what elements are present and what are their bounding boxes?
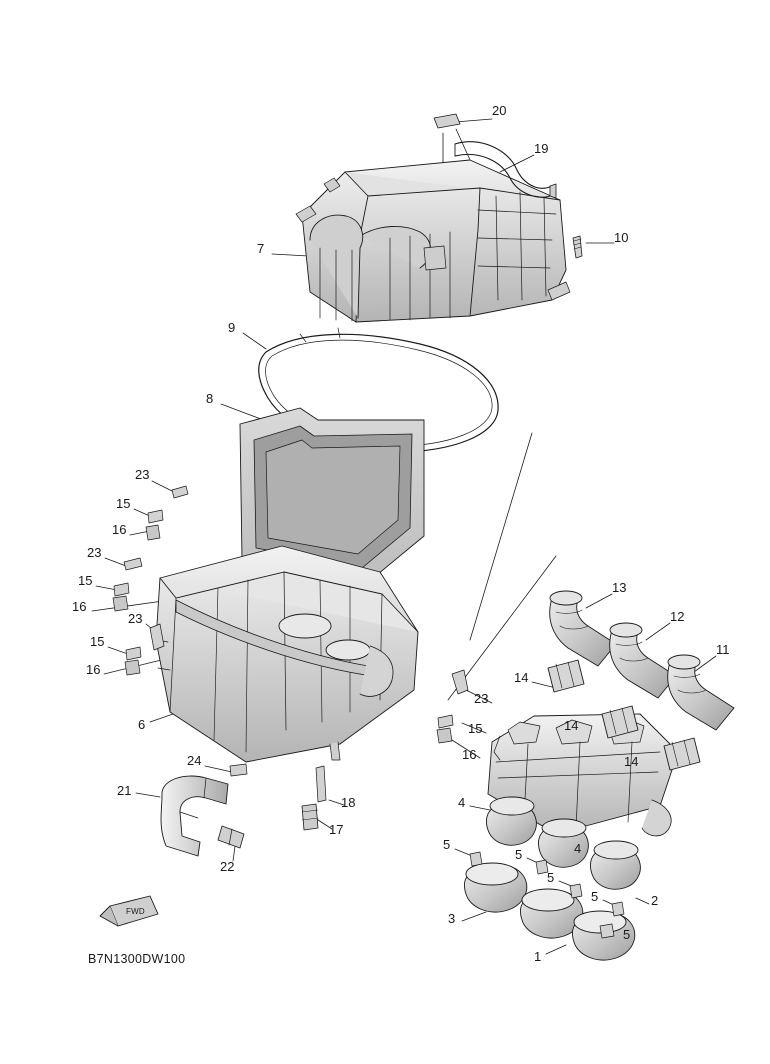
callout-21: 21: [117, 783, 132, 798]
callout-22: 22: [220, 859, 235, 874]
callout-5-a: 5: [443, 837, 451, 852]
callout-23-c: 23: [128, 611, 143, 626]
callout-17: 17: [329, 822, 344, 837]
callout-16-b: 16: [72, 599, 87, 614]
callout-12: 12: [670, 609, 685, 624]
callout-6: 6: [138, 717, 146, 732]
callout-5-d: 5: [591, 889, 599, 904]
callout-11: 11: [716, 642, 730, 657]
fwd-direction-label: FWD: [126, 907, 145, 916]
callout-5-c: 5: [547, 870, 555, 885]
callout-8: 8: [206, 391, 214, 406]
callout-16-c: 16: [86, 662, 101, 677]
callout-2: 2: [651, 893, 659, 908]
callout-18: 18: [341, 795, 356, 810]
callout-16-a: 16: [112, 522, 127, 537]
callout-10: 10: [614, 230, 629, 245]
callout-14-c: 14: [624, 754, 639, 769]
callout-15-a: 15: [116, 496, 131, 511]
callout-15-d: 15: [468, 721, 483, 736]
callout-3: 3: [448, 911, 456, 926]
callout-5-b: 5: [515, 847, 523, 862]
callout-14-a: 14: [514, 670, 529, 685]
callout-24: 24: [187, 753, 202, 768]
callout-16-d: 16: [462, 747, 477, 762]
callout-23-a: 23: [135, 467, 150, 482]
callout-15-b: 15: [78, 573, 93, 588]
part-code-label: B7N1300DW100: [88, 952, 186, 966]
callout-1: 1: [534, 949, 542, 964]
callout-4-a: 4: [458, 795, 466, 810]
callout-13: 13: [612, 580, 627, 595]
callout-14-b: 14: [564, 718, 579, 733]
callout-19: 19: [534, 141, 549, 156]
callout-4-b: 4: [574, 841, 582, 856]
callout-5-e: 5: [623, 927, 631, 942]
callout-7: 7: [257, 241, 265, 256]
callout-23-b: 23: [87, 545, 102, 560]
callout-23-d: 23: [474, 691, 489, 706]
callout-15-c: 15: [90, 634, 105, 649]
callout-20: 20: [492, 103, 507, 118]
callout-9: 9: [228, 320, 236, 335]
